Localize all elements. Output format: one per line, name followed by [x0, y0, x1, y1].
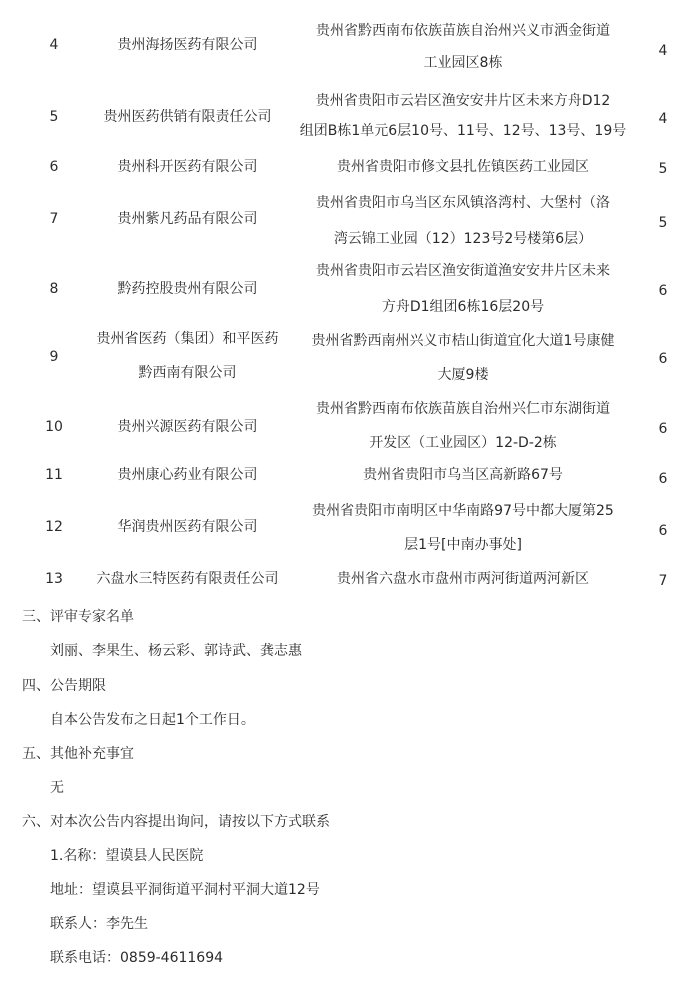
score-value: 6 — [658, 471, 668, 487]
score-value: 6 — [658, 421, 668, 437]
company-address: 贵州省贵阳市云岩区渔安街道渔安安井片区未来 方舟D1组团6栋16层20号 — [316, 263, 610, 315]
company-address: 贵州省贵阳市乌当区东风镇洛湾村、大堡村（洛 湾云锦工业园（12）123号2号楼第6层） — [316, 195, 610, 247]
score-value: 4 — [658, 43, 668, 59]
company-address: 贵州省贵阳市乌当区高新路67号 — [363, 467, 563, 483]
company-address: 贵州省贵阳市南明区中华南路97号中都大厦第25 层1号[中南办事处] — [312, 503, 614, 553]
period-text: 自本公告发布之日起1个工作日。 — [50, 712, 255, 728]
company-address: 贵州省黔西南布依族苗族自治州兴仁市东湖街道 开发区（工业园区）12-D-2栋 — [316, 401, 610, 451]
section-other-title: 五、其他补充事宜 — [22, 746, 134, 762]
table-row — [0, 20, 699, 76]
score-value: 7 — [658, 573, 668, 589]
score-value: 5 — [658, 215, 668, 231]
company-name: 贵州紫凡药品有限公司 — [117, 211, 258, 227]
row-number: 7 — [49, 211, 59, 227]
score-value: 6 — [658, 523, 668, 539]
table-row — [0, 92, 699, 148]
row-number: 8 — [49, 281, 59, 297]
section-contact-title: 六、对本次公告内容提出询问，请按以下方式联系 — [22, 814, 330, 830]
score-value: 5 — [658, 161, 668, 177]
table-row — [0, 264, 699, 320]
contact-name: 1.名称：望谟县人民医院 — [50, 848, 204, 864]
company-name: 贵州医药供销有限责任公司 — [103, 109, 272, 125]
company-name: 贵州兴源医药有限公司 — [117, 419, 258, 435]
company-name: 黔药控股贵州有限公司 — [117, 281, 258, 297]
score-value: 6 — [658, 351, 668, 367]
section-experts-title: 三、评审专家名单 — [22, 609, 134, 625]
score-value: 6 — [658, 283, 668, 299]
row-number: 13 — [45, 571, 63, 587]
company-name: 贵州科开医药有限公司 — [117, 159, 258, 175]
row-number: 10 — [45, 419, 63, 435]
company-address: 贵州省黔西南州兴义市桔山街道宜化大道1号康健 大厦9楼 — [311, 333, 615, 383]
row-number: 11 — [45, 467, 63, 483]
table-row — [0, 332, 699, 388]
table-row — [0, 402, 699, 458]
table-row — [0, 196, 699, 252]
row-number: 4 — [49, 37, 59, 53]
row-number: 5 — [49, 109, 59, 125]
company-address: 贵州省黔西南布依族苗族自治州兴义市洒金街道 工业园区8栋 — [316, 23, 610, 71]
other-text: 无 — [50, 780, 64, 796]
company-name: 华润贵州医药有限公司 — [117, 519, 258, 535]
contact-address: 地址：望谟县平洞街道平洞村平洞大道12号 — [50, 882, 320, 898]
company-address: 贵州省贵阳市修文县扎佐镇医药工业园区 — [337, 159, 589, 175]
row-number: 9 — [49, 349, 59, 365]
table-row — [0, 572, 699, 592]
company-name: 六盘水三特医药有限责任公司 — [96, 571, 279, 587]
company-name: 贵州海扬医药有限公司 — [117, 37, 258, 53]
row-number: 6 — [49, 159, 59, 175]
score-value: 4 — [658, 111, 668, 127]
table-row — [0, 468, 699, 488]
contact-person: 联系人：李先生 — [50, 916, 148, 932]
table-row — [0, 504, 699, 560]
row-number: 12 — [45, 519, 63, 535]
company-address: 贵州省六盘水市盘州市两河街道两河新区 — [337, 571, 589, 587]
section-period-title: 四、公告期限 — [22, 678, 106, 694]
company-address: 贵州省贵阳市云岩区渔安安井片区未来方舟D12 组团B栋1单元6层10号、11号、12号、13号、19号 — [299, 93, 627, 139]
company-name: 贵州康心药业有限公司 — [117, 467, 258, 483]
experts-list: 刘丽、李果生、杨云彩、郭诗武、龚志惠 — [50, 643, 302, 659]
table-row — [0, 160, 699, 180]
contact-phone: 联系电话：0859-4611694 — [50, 950, 224, 966]
company-name: 贵州省医药（集团）和平医药 黔西南有限公司 — [96, 331, 279, 381]
